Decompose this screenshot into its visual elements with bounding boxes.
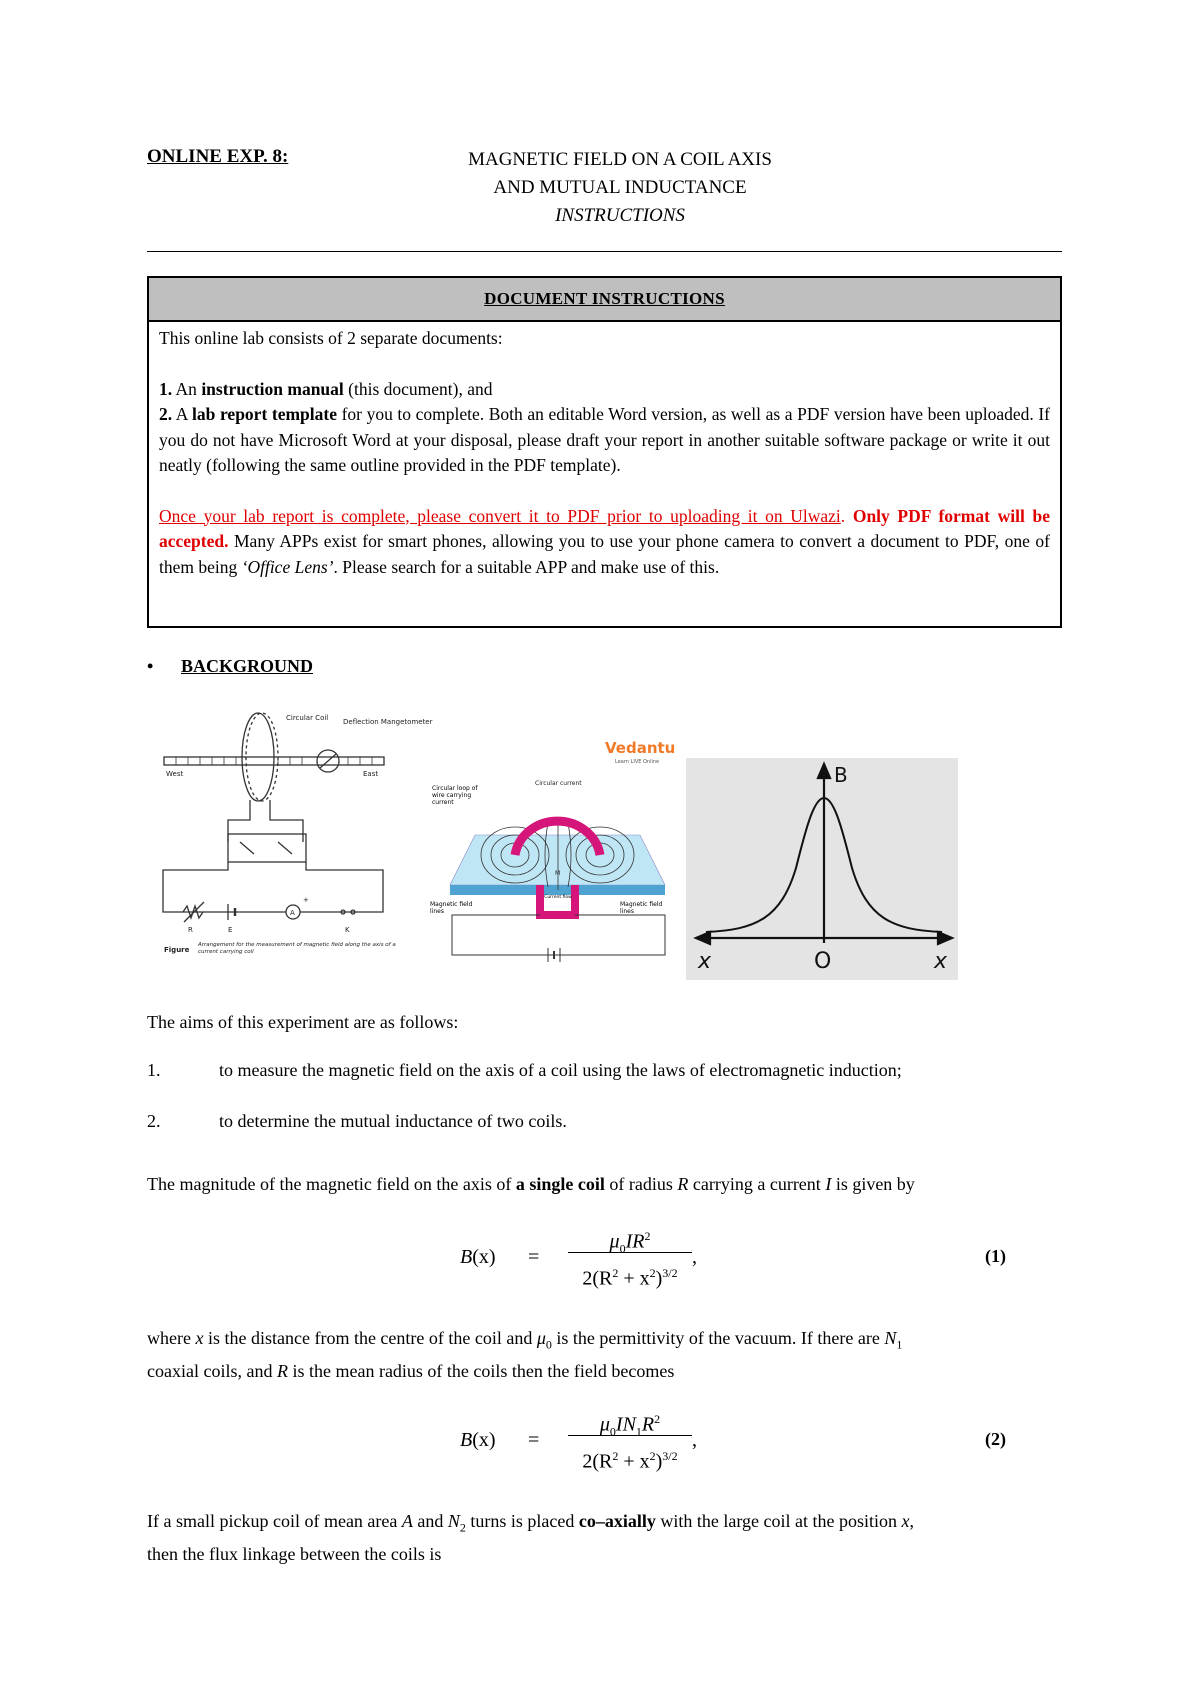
eq2-fraction: $\frac{\mu_0IN_1R^2}{2(R^2 + x^2)^{3/2}}$ [568,1403,692,1472]
graph-origin: O [814,949,832,974]
fig2-label-loop: Circular loop of wire carrying current [432,785,478,806]
fig1-label-r: R [188,926,193,934]
pdf-only-warning: Only PDF format will be accepted. [159,505,1050,551]
fig1-label-west: West [166,770,184,778]
graph-axis-b: B [834,763,848,787]
fig2-label-field-left: Magnetic field lines [430,901,473,915]
fig1-label-e: E [228,926,233,934]
eq1-lhs: B(x) [460,1246,496,1268]
eq1-fraction: $\frac{\mu_0IR^2}{2(R^2 + x^2)^{3/2}}$ [568,1220,692,1289]
fig2-label-flow: Current flow [544,895,572,900]
paragraph-pickup-coil: If a small pickup coil of mean area A and $N_2$ turns is placed co–axially with the large coil at the position x, then the flux linkage between the coils is [147,1511,915,1564]
paragraph-single-coil: The magnitude of the magnetic field on the axis of a single coil of radius R carrying a current I is given by [147,1174,915,1194]
fig1-label-coil: Circular Coil [286,714,329,722]
paragraph-n-coils: where x is the distance from the centre of the coil and $\mu_0$ is the permittivity of the vacuum. If there are $N_1$ coaxial coils, and R is the mean radius of the coils then the field becomes [147,1328,903,1381]
graph-axis-x-right: x [934,949,948,974]
fig1-label-a: A [290,909,295,917]
aims-intro: The aims of this experiment are as follows: [147,1012,459,1032]
fig1-label-east: East [363,770,379,778]
instructions-item-1: 1. An instruction manual (this document), and [159,378,493,399]
instructions-body [149,322,1060,580]
instructions-notice: Once your lab report is complete, please convert it to PDF prior to uploading it on Ulwazi. Only PDF format will be accepted. Many APPs exist for smart phones, allowing you to use your phone camera to convert a document to PDF, one of them being ‘Office Lens’. Please search for a suitable APP and make use of this. [159,505,1050,577]
instructions-heading: DOCUMENT INSTRUCTIONS [149,278,1060,322]
figure-b-vs-x-graph [686,758,958,980]
fig1-caption-label: Figure [164,946,190,954]
title-line-3: INSTRUCTIONS [555,205,685,226]
instructions-item-2: 2. A lab report template for you to complete. Both an editable Word version, as well as a PDF version have been uploaded. If you do not have Microsoft Word at your disposal, please draft your report in another suitable software package or write it out neatly (following the same outline provided in the PDF template). [159,404,1050,475]
equation-2-number: (2) [985,1429,1006,1449]
title-line-2: AND MUTUAL INDUCTANCE [493,177,747,198]
aim-item-1: 1. to measure the magnetic field on the axis of a coil using the laws of electromagnetic induction; [147,1060,902,1080]
experiment-label: ONLINE EXP. 8: [147,146,289,167]
fig1-label-meter: Deflection Mangetometer [343,718,433,726]
equation-1: B(x) = $\frac{\mu_0IR^2}{2(R^2 + x^2)^{3/2}}$ , (1) [0,1220,1200,1300]
document-instructions-box [147,276,1062,628]
header-divider [147,251,1062,252]
instructions-intro: This online lab consists of 2 separate documents: [159,328,503,348]
document-title [370,146,870,230]
fig2-label-field-right: Magnetic field lines [620,901,663,915]
bullet-icon: • [147,656,154,676]
fig1-label-k: K [345,926,350,934]
eq2-lhs: B(x) [460,1429,496,1451]
pdf-conversion-notice: Once your lab report is complete, please convert it to PDF prior to uploading it on Ulwazi [159,505,841,526]
background-heading: • BACKGROUND [147,656,314,676]
aim-item-2: 2. to determine the mutual inductance of two coils. [147,1111,567,1131]
graph-axis-x-left: x [698,949,712,974]
fig1-label-plus: + [303,896,309,904]
fig1-caption-text: Arrangement for the measurement of magnetic field along the axis of a current carrying coil [198,942,396,955]
figure-coil-circuit [158,712,433,958]
equation-1-number: (1) [985,1246,1006,1266]
svg-text:Learn LIVE Online: Learn LIVE Online [615,759,660,765]
figure-field-lines [430,735,685,975]
equation-2: B(x) = $\frac{\mu_0IN_1R^2}{2(R^2 + x^2)^{3/2}}$ , (2) [0,1403,1200,1483]
fig2-label-m: M [555,870,561,877]
title-line-1: MAGNETIC FIELD ON A COIL AXIS [468,149,772,170]
vedantu-logo: Vedantu [605,739,676,757]
fig2-label-current: Circular current [535,780,582,787]
